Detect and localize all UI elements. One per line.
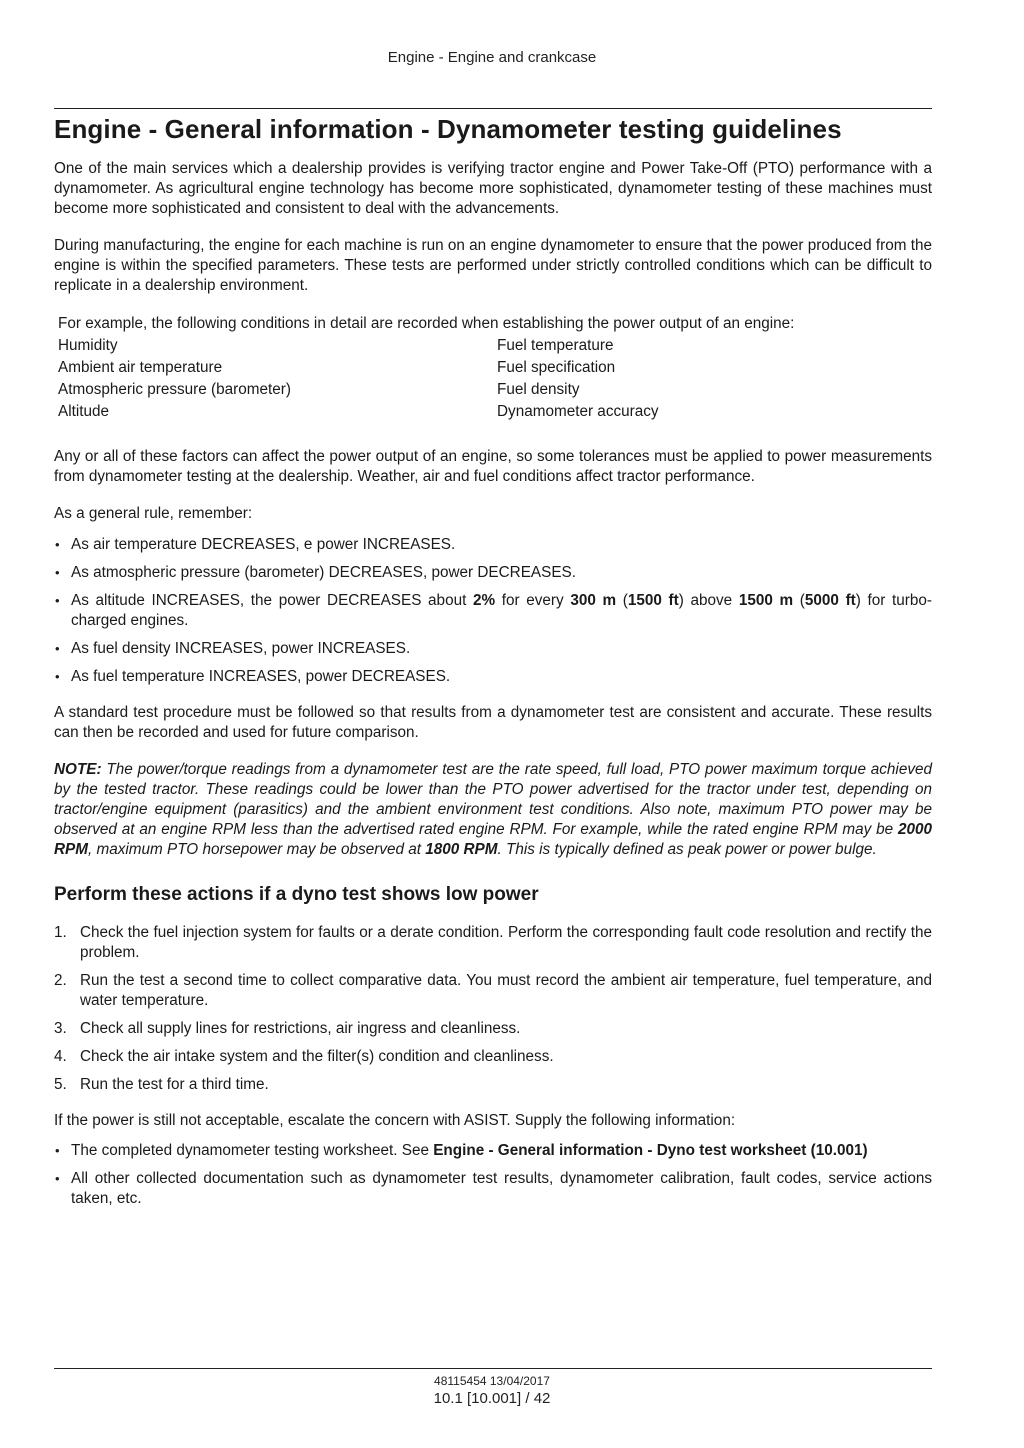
general-rule-intro: As a general rule, remember: [54,505,253,522]
value-feet: 5000 ft [804,592,856,609]
note-paragraph: NOTE: The power/torque readings from a dynamometer test are the rate speed, full load, PTO power maximum torque achieved by the tested tractor. These readings could be lower than the PTO power advertised for the tractor under test, depending on tractor/engine equipment (parasitics) and the ambient environment test conditions. Also note, maximum PTO power may be observed at an engine RPM less than the advertised rated engine RPM. For example, while the rated engine RPM may be 2000 RPM, maximum PTO horsepower may be observed at 1800 RPM. This is typically defined as peak power or power bulge. [54,761,932,858]
factors-paragraph: Any or all of these factors can affect the power output of an engine, so some tolerances must be applied to power measurements from dynamometer testing at the dealership. Weather, air and fuel conditions affect tractor performance. [54,448,932,485]
document-code: 48115454 13/04/2017 [434,1374,550,1388]
conditions-intro: For example, the following conditions in detail are recorded when establishing the power output of an engine: [58,315,795,332]
list-item: 4. Check the air intake system and the filter(s) condition and cleanliness. [54,1048,554,1065]
worksheet-reference-link[interactable]: Engine - General information - Dyno test worksheet (10.001) [433,1142,868,1159]
list-item: • As fuel density INCREASES, power INCREASES. [54,639,932,659]
list-item: • As fuel temperature INCREASES, power DECREASES. [54,667,932,687]
value-percent: 2% [473,592,496,609]
value-metres: 1500 m [738,592,794,609]
action-steps [54,923,932,1095]
page-number: 10.1 [10.001] / 42 [433,1390,551,1407]
list-item: • All other collected documentation such as dynamometer test results, dynamometer calibration, fault codes, service actions taken, etc. [54,1169,932,1209]
escalate-paragraph: If the power is still not acceptable, escalate the concern with ASIST. Supply the following information: [54,1112,736,1129]
condition-item: Dynamometer accuracy [497,403,659,420]
conditions-table [58,335,932,423]
document-body [54,114,932,1225]
general-rule-list [54,535,932,687]
section-heading: Perform these actions if a dyno test shows low power [54,884,539,905]
header-rule [54,108,932,109]
list-item: • As altitude INCREASES, the power DECREASES about 2% for every 300 m (1500 ft) above 1500 m (5000 ft) for turbo-charged engines. [54,591,932,631]
rpm-value: 2000 RPM [54,821,932,858]
conditions-block [58,313,932,423]
list-item: 2. Run the test a second time to collect comparative data. You must record the ambient air temperature, fuel temperature, and water temperature. [54,972,932,1009]
value-feet: 1500 ft [627,592,679,609]
manufacturing-paragraph: During manufacturing, the engine for each machine is run on an engine dynamometer to ensure that the power produced from the engine is within the specified parameters. These tests are performed under strictly controlled conditions which can be difficult to replicate in a dealership environment. [54,237,932,294]
intro-paragraph: One of the main services which a dealership provides is verifying tractor engine and Power Take-Off (PTO) performance with a dynamometer. As agricultural engine technology has become more sophisticated, dynamometer testing of these machines must become more sophisticated and consistent to deal with the advancements. [54,160,932,217]
condition-item: Ambient air temperature [58,359,223,376]
condition-item: Altitude [58,403,110,420]
note-label: NOTE: [54,761,102,778]
rpm-value: 1800 RPM [425,841,498,858]
condition-item: Atmospheric pressure (barometer) [58,381,291,398]
condition-item: Humidity [58,337,118,354]
list-item: • As atmospheric pressure (barometer) DECREASES, power DECREASES. [54,563,932,583]
procedure-paragraph: A standard test procedure must be followed so that results from a dynamometer test are consistent and accurate. These results can then be recorded and used for future comparison. [54,704,932,741]
value-metres: 300 m [570,592,617,609]
running-header: Engine - Engine and crankcase [387,49,597,66]
footer-rule [54,1368,932,1369]
info-list [54,1141,932,1209]
condition-item: Fuel density [497,381,580,398]
list-item: 5. Run the test for a third time. [54,1076,269,1093]
list-item: • The completed dynamometer testing worksheet. See Engine - General information - Dyno test worksheet (10.001) [54,1141,932,1161]
list-item: 3. Check all supply lines for restrictions, air ingress and cleanliness. [54,1020,521,1037]
list-item: • As air temperature DECREASES, e power INCREASES. [54,535,932,555]
page-title: Engine - General information - Dynamometer testing guidelines [54,114,842,144]
condition-item: Fuel temperature [497,337,614,354]
condition-item: Fuel specification [497,359,616,376]
list-item: 1. Check the fuel injection system for faults or a derate condition. Perform the corresponding fault code resolution and rectify the problem. [54,924,932,961]
